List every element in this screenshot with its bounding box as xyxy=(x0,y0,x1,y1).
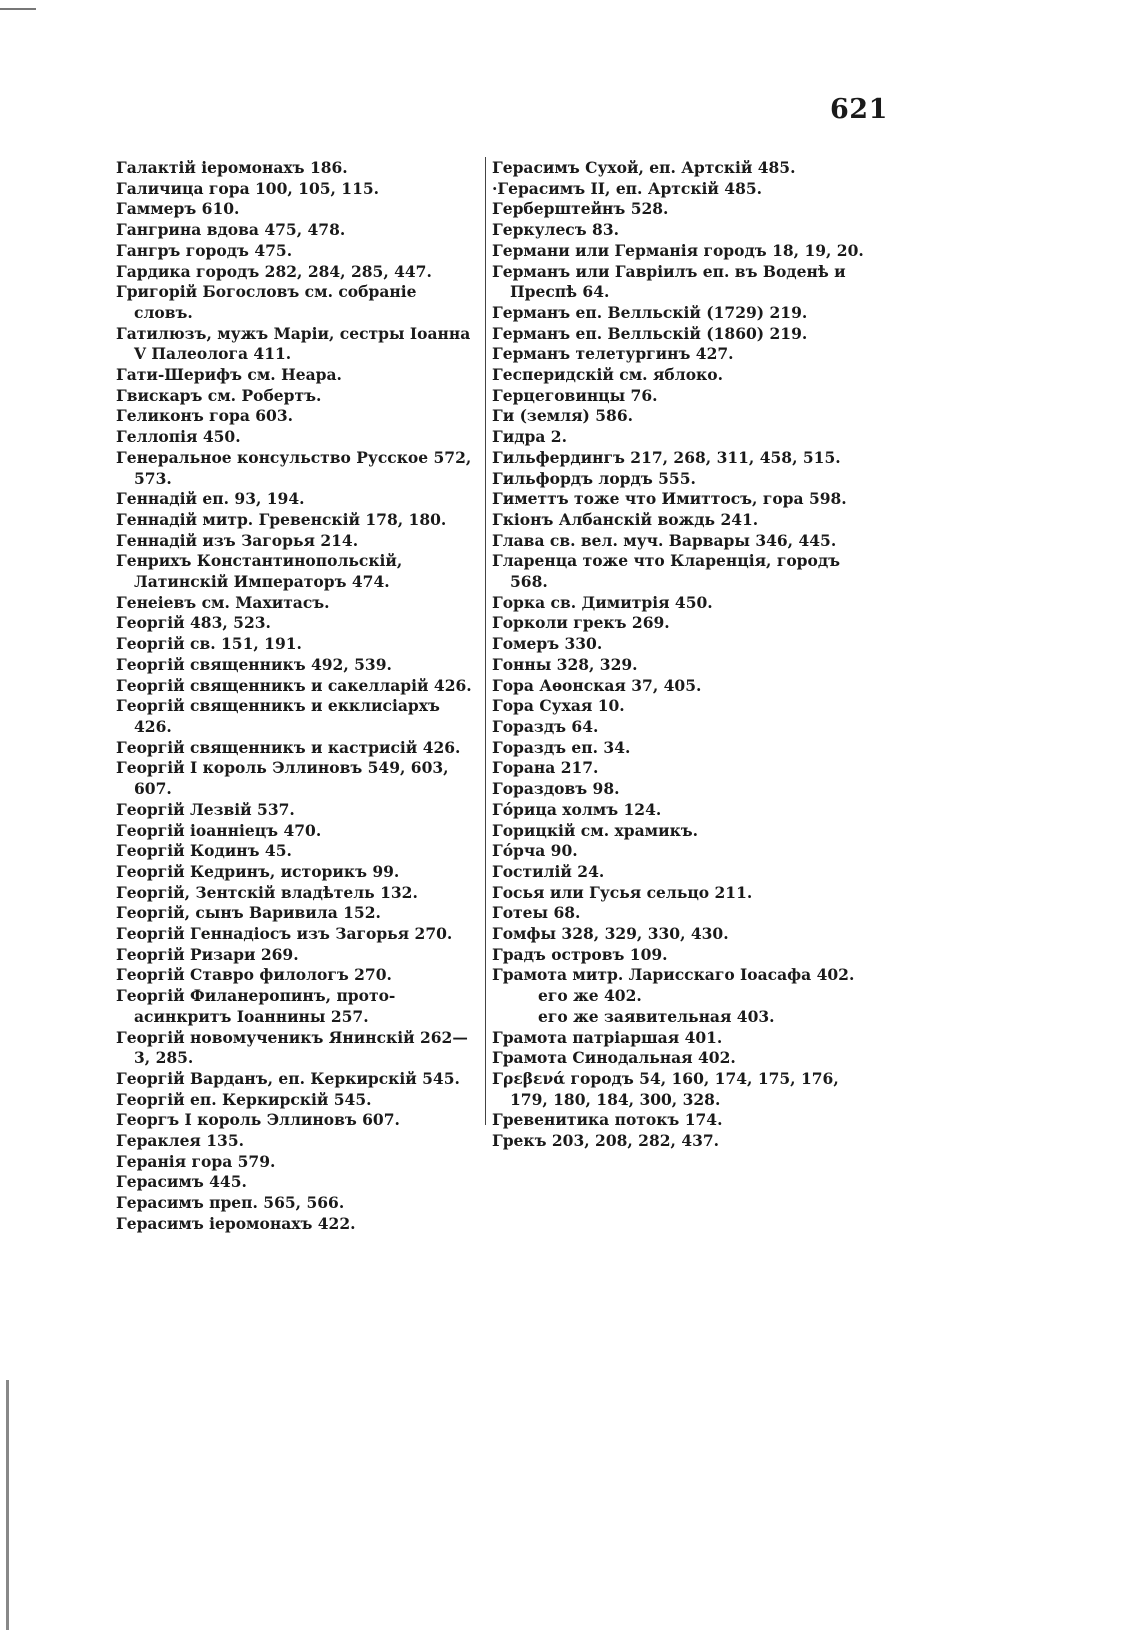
index-entry: Георгій священникъ и сакелларій 426. xyxy=(116,675,472,695)
index-entry: Гостилій 24. xyxy=(492,861,605,881)
index-entry: Генеіевъ см. Махитасъ. xyxy=(116,592,330,612)
index-column-right xyxy=(492,158,870,1152)
index-entry: Геннадій еп. 93, 194. xyxy=(116,489,305,509)
index-entry: Грамота митр. Ларисскаго Іоасафа 402. xyxy=(492,965,855,985)
index-entry: Георгій Варданъ, еп. Керкирскій 545. xyxy=(116,1068,460,1088)
index-entry: Гора Аѳонская 37, 405. xyxy=(492,675,702,695)
index-entry: Гóрча 90. xyxy=(492,841,578,861)
index-entry: Гидра 2. xyxy=(492,427,567,447)
index-entry: Гангрина вдова 475, 478. xyxy=(116,220,346,240)
index-entry: Горка св. Димитрія 450. xyxy=(492,592,713,612)
index-entry: Генрихъ Константинопольскій, Латинскій Императоръ 474. xyxy=(116,551,403,592)
index-entry: Георгій I король Эллиновъ 549, 603, 607. xyxy=(116,758,449,799)
index-entry: Георгій новомученикъ Янинскій 262—3, 285. xyxy=(116,1027,468,1068)
index-entry: Геркулесъ 83. xyxy=(492,220,619,240)
index-entry: Гангръ городъ 475. xyxy=(116,240,293,260)
index-entry: Георгій Кедринъ, историкъ 99. xyxy=(116,861,400,881)
index-entry: Георгій священникъ и екклисіархъ 426. xyxy=(116,696,440,736)
index-entry: Горколи грекъ 269. xyxy=(492,613,670,633)
index-entry: Геранія гора 579. xyxy=(116,1151,276,1171)
index-entry: Гонны 328, 329. xyxy=(492,654,638,674)
index-entry: Γρεβενά городъ 54, 160, 174, 175, 176, 179, 180, 184, 300, 328. xyxy=(492,1068,839,1109)
index-entry: Германъ или Гавріилъ еп. въ Воденѣ и Преспѣ 64. xyxy=(492,261,846,302)
index-entry: ·Герасимъ II, еп. Артскій 485. xyxy=(492,178,763,198)
index-entry: Градъ островъ 109. xyxy=(492,944,668,964)
index-entry: Гильфордъ лордъ 555. xyxy=(492,468,696,488)
index-entry: Гвискаръ см. Робертъ. xyxy=(116,385,322,405)
index-entry: Германи или Германія городъ 18, 19, 20. xyxy=(492,240,864,260)
index-entry: Гларенца тоже что Кларенція, городъ 568. xyxy=(492,551,841,592)
index-entry: Госья или Гусья сельцо 211. xyxy=(492,882,753,902)
index-entry: Гомфы 328, 329, 330, 430. xyxy=(492,924,729,944)
index-entry: Грамота патріаршая 401. xyxy=(492,1027,723,1047)
index-entry: Геликонъ гора 603. xyxy=(116,406,294,426)
index-entry: Гкіонъ Албанскій вождь 241. xyxy=(492,509,759,529)
index-entry: Гораздовъ 98. xyxy=(492,779,620,799)
index-subentry: его же 402. xyxy=(538,986,642,1006)
index-entry: Георгъ I король Эллиновъ 607. xyxy=(116,1110,400,1130)
index-entry: Герберштейнъ 528. xyxy=(492,199,669,219)
index-entry: Георгій еп. Керкирскій 545. xyxy=(116,1089,372,1109)
index-entry: Георгій Ставро филологъ 270. xyxy=(116,965,392,985)
index-entry: Георгій священникъ и кастрисій 426. xyxy=(116,737,461,757)
index-entry: Германъ телетургинъ 427. xyxy=(492,344,734,364)
index-entry: Горана 217. xyxy=(492,758,599,778)
index-entry: Георгій Кодинъ 45. xyxy=(116,841,292,861)
index-entry: Гардика городъ 282, 284, 285, 447. xyxy=(116,261,432,281)
index-entry: Гóрица холмъ 124. xyxy=(492,799,662,819)
index-entry: Георгій, Зентскій владѣтель 132. xyxy=(116,882,418,902)
index-entry: Герасимъ іеромонахъ 422. xyxy=(116,1213,356,1233)
index-entry: Грекъ 203, 208, 282, 437. xyxy=(492,1131,720,1151)
index-entry: Герасимъ 445. xyxy=(116,1172,247,1192)
index-entry: Грамота Синодальная 402. xyxy=(492,1048,736,1068)
index-entry: Геннадій митр. Гревенскій 178, 180. xyxy=(116,509,447,529)
index-entry: Гревенитика потокъ 174. xyxy=(492,1110,723,1130)
page-number: 621 xyxy=(830,94,888,125)
index-entry: Гомеръ 330. xyxy=(492,634,603,654)
index-entry: Геннадій изъ Загорья 214. xyxy=(116,530,359,550)
index-entry: Горицкій см. храмикъ. xyxy=(492,820,699,840)
index-entry: Гора Сухая 10. xyxy=(492,696,625,716)
index-entry: Гераклея 135. xyxy=(116,1131,245,1151)
index-entry: Гесперидскій см. яблоко. xyxy=(492,365,723,385)
index-entry: Гати-Шерифъ см. Неара. xyxy=(116,365,342,385)
index-entry: Георгій 483, 523. xyxy=(116,613,271,633)
top-edge-rule xyxy=(0,8,36,10)
index-entry: Георгій Геннадіосъ изъ Загорья 270. xyxy=(116,924,453,944)
index-entry: Германъ еп. Велльскій (1860) 219. xyxy=(492,323,808,343)
index-entry: Герцеговинцы 76. xyxy=(492,385,658,405)
index-entry: Георгій священникъ 492, 539. xyxy=(116,654,392,674)
index-entry: Гораздъ еп. 34. xyxy=(492,737,631,757)
index-entry: Георгій іоанніецъ 470. xyxy=(116,820,322,840)
index-entry: Гораздъ 64. xyxy=(492,716,599,736)
index-column-left xyxy=(116,158,478,1235)
index-entry: Глава св. вел. муч. Варвары 346, 445. xyxy=(492,530,837,550)
index-entry: Герасимъ Сухой, еп. Артскій 485. xyxy=(492,158,796,177)
index-entry: Геллопія 450. xyxy=(116,427,241,447)
index-entry: Георгій Лезвій 537. xyxy=(116,799,295,819)
index-entry: Генеральное консульство Русское 572, 573. xyxy=(116,447,472,488)
index-entry: Гатилюзъ, мужъ Маріи, сестры Іоанна V Палеолога 411. xyxy=(116,323,471,364)
index-entry: Гаммеръ 610. xyxy=(116,199,240,219)
index-entry: Гиметтъ тоже что Имиттосъ, гора 598. xyxy=(492,489,847,509)
index-entry: Гильфердингъ 217, 268, 311, 458, 515. xyxy=(492,447,841,467)
index-entry: Георгій Филанеропинъ, прото-асинкритъ Іоаннины 257. xyxy=(116,986,396,1026)
left-edge-rule xyxy=(6,1380,9,1630)
index-entry: Готеы 68. xyxy=(492,903,581,923)
index-entry: Георгій св. 151, 191. xyxy=(116,634,302,654)
index-entry: Герасимъ преп. 565, 566. xyxy=(116,1193,345,1213)
index-entry: Ги (земля) 586. xyxy=(492,406,634,426)
index-entry: Германъ еп. Велльскій (1729) 219. xyxy=(492,302,808,322)
index-entry: Галактій іеромонахъ 186. xyxy=(116,158,348,177)
index-subentry: его же заявительная 403. xyxy=(538,1006,775,1026)
index-entry: Григорій Богословъ см. собраніе словъ. xyxy=(116,282,417,322)
index-entry: Георгій Ризари 269. xyxy=(116,944,299,964)
index-entry: Георгій, сынъ Варивила 152. xyxy=(116,903,381,923)
column-divider xyxy=(485,157,486,1125)
index-entry: Галичица гора 100, 105, 115. xyxy=(116,178,380,198)
